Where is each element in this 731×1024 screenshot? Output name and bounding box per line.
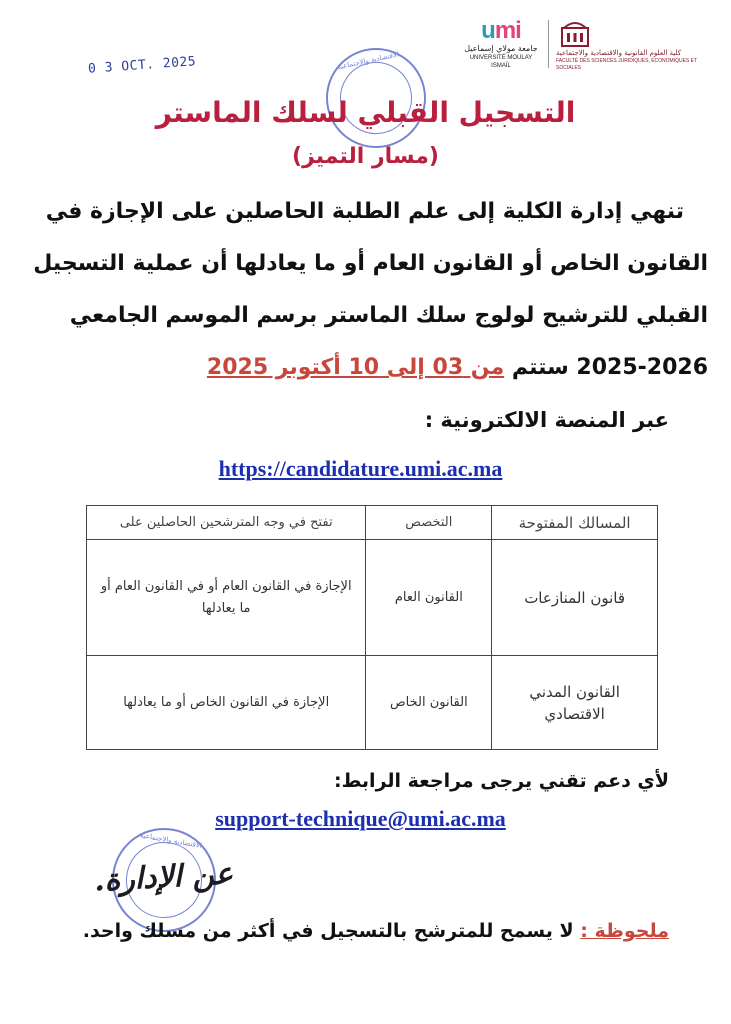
body-line-4	[24, 342, 708, 394]
support-email-link[interactable]: support-technique@umi.ac.ma	[215, 806, 506, 831]
track-specialty: القانون الخاص	[366, 656, 492, 750]
note-label: ملحوظة :	[580, 920, 669, 942]
body-line-3: القبلي للترشيح لولوج سلك الماستر برسم الموسم الجامعي	[69, 303, 708, 328]
faculty-logo-french: FACULTÉ DES SCIENCES JURIDIQUES, ÉCONOMIQUES ET SOCIALES	[556, 58, 697, 71]
note-text: لا يسمح للمترشح بالتسجيل في أكثر من مسلك واحد.	[82, 920, 574, 942]
note	[83, 920, 669, 942]
track-specialty: القانون العام	[366, 540, 492, 656]
track-eligibility: الإجازة في القانون العام أو في القانون العام أو ما يعادلها	[87, 540, 366, 656]
umi-logo-arabic: جامعة مولاي إسماعيل	[464, 44, 538, 53]
body-line-1: تنهي إدارة الكلية إلى علم الطلبة الحاصلين على الإجازة في	[45, 199, 684, 224]
page-subtitle: (مسار التميز)	[292, 144, 439, 169]
seal-text: الاقتصادية والاجتماعية	[139, 831, 203, 850]
support-label: لأي دعم تقني يرجى مراجعة الرابط:	[333, 770, 669, 792]
building-icon	[560, 18, 590, 48]
table-header-row	[87, 506, 658, 540]
platform-link[interactable]: https://candidature.umi.ac.ma	[218, 456, 503, 481]
administration-signature: عن الإدارة.	[93, 856, 234, 899]
logo-divider	[548, 20, 549, 68]
seal-text: الاقتصادية والاجتماعية	[336, 50, 400, 72]
track-eligibility: الإجازة في القانون الخاص أو ما يعادلها	[87, 656, 366, 750]
track-name: القانون المدني الاقتصادي	[492, 656, 658, 750]
umi-logo-french: UNIVERSITÉ MOULAY ISMAÏL	[469, 55, 533, 69]
body-line-2: القانون الخاص أو القانون العام أو ما يعادلها أن عملية التسجيل	[33, 251, 708, 276]
header-eligibility: تفتح في وجه المترشحين الحاصلين على	[87, 506, 366, 540]
season-text: 2025-2026 ستتم	[511, 355, 708, 380]
umi-logo-mark: umi	[481, 17, 521, 44]
header-specialty: التخصص	[366, 506, 492, 540]
header-open-tracks: المسالك المفتوحة	[492, 506, 658, 540]
umi-logo	[462, 18, 540, 70]
registration-dates: من 03 إلى 10 أكتوبر 2025	[206, 355, 505, 380]
table-row	[87, 656, 658, 750]
platform-label: عبر المنصة الالكترونية :	[424, 408, 669, 432]
page-title: التسجيل القبلي لسلك الماستر	[155, 96, 576, 129]
date-received-stamp: 0 3 OCT. 2025	[87, 54, 197, 77]
tracks-table	[86, 505, 658, 750]
table-row	[87, 540, 658, 656]
faculty-logo	[556, 18, 716, 72]
faculty-logo-arabic: كلية العلوم القانونية والاقتصادية والاجتماعية	[556, 49, 682, 57]
track-name: قانون المنازعات	[492, 540, 658, 656]
